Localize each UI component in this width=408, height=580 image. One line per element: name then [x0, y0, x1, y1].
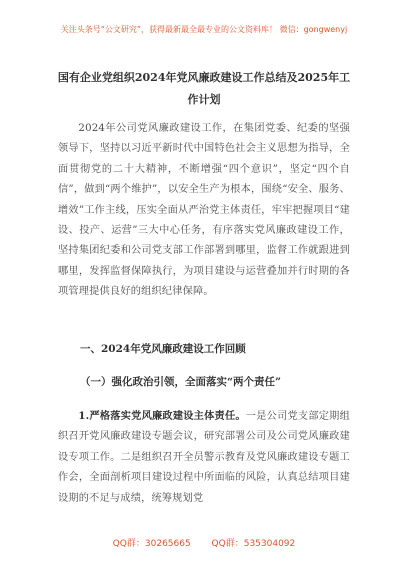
section-heading: 一、2024年党风廉政建设工作回顾 [80, 343, 246, 355]
item-paragraph [58, 406, 350, 509]
item-lead: 1.严格落实党风廉政建设主体责任。 [78, 410, 246, 422]
footer-contact-note: QQ群：30265665 QQ群：535304092 [112, 539, 296, 549]
intro-paragraph: 2024年公司党风廉政建设工作，在集团党委、纪委的坚强领导下，坚持以习近平新时代中国特色社会主义思想为指导，全面贯彻党的二十大精神，不断增强“四个意识”，坚定“四个自信”，做到“两个维护”，以安全生产为根本，围绕“安全、服务、增效”工作主线，压实全面从严治党主体责任，牢牢把握项目“建设、投产、运营”三大中心任务，有序落实党风廉政建设工作，坚持集团纪委和公司党支部工作部署到哪里，监督工作就跟进到哪里，发挥监督保障执行，为项目建设与运营叠加并行时期的各项管理提供良好的组织纪律保障。 [58, 123, 350, 298]
subsection-heading: （一）强化政治引领，全面落实“两个责任” [80, 376, 282, 388]
item-body: 一是公司党支部定期组织召开党风廉政建设专题会议，研究部署公司及公司党风廉政建设专项工作。二是组织召开全员警示教育及党风廉政建设专题工作会，全面剖析项目建设过程中所面临的风险，认真总结项目建设期的不足与成绩，统筹规划党 [58, 411, 350, 504]
document-title: 国有企业党组织2024年党风廉政建设工作总结及2025年工作计划 [57, 71, 351, 106]
header-promo-note: 关注头条号“公文研究”，获得最新最全最专业的公文资料库！ 微信：gongwenyj [60, 25, 348, 34]
